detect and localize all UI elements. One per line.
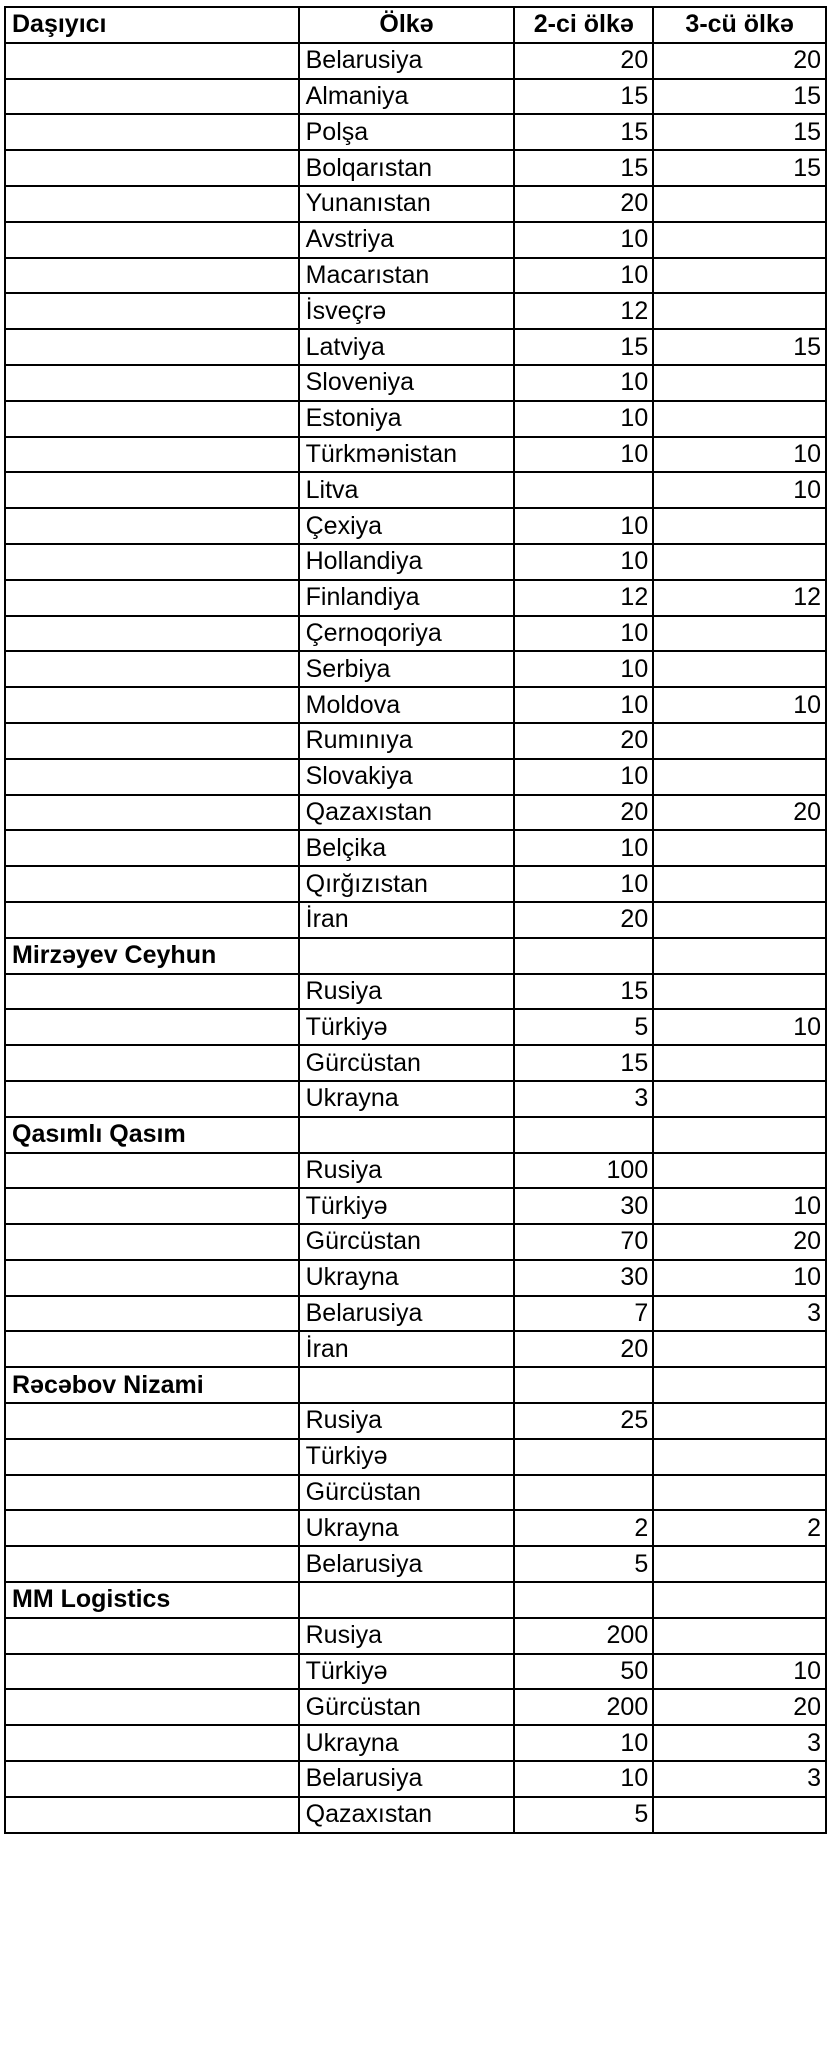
country-cell: Finlandiya (299, 580, 515, 616)
country-cell: Belarusiya (299, 43, 515, 79)
third-country-value: 20 (653, 43, 826, 79)
second-country-value: 25 (514, 1403, 653, 1439)
country-cell: İran (299, 1331, 515, 1367)
carrier-cell (5, 1618, 299, 1654)
carrier-cell (5, 508, 299, 544)
carrier-cell (5, 651, 299, 687)
table-row (5, 1439, 826, 1475)
second-country-value: 10 (514, 616, 653, 652)
carrier-cell (5, 79, 299, 115)
third-country-value: 10 (653, 437, 826, 473)
second-country-value (514, 1367, 653, 1403)
second-country-value: 15 (514, 974, 653, 1010)
country-cell: Macarıstan (299, 258, 515, 294)
second-country-value: 20 (514, 186, 653, 222)
table-row (5, 830, 826, 866)
third-country-value (653, 1546, 826, 1582)
country-cell (299, 938, 515, 974)
third-country-value: 3 (653, 1725, 826, 1761)
carrier-cell (5, 795, 299, 831)
third-country-value (653, 1403, 826, 1439)
table-row (5, 258, 826, 294)
carrier-group-row (5, 938, 826, 974)
carrier-cell (5, 1331, 299, 1367)
third-country-value: 3 (653, 1296, 826, 1332)
table-row (5, 437, 826, 473)
carrier-country-table (4, 6, 827, 1834)
table-row (5, 1009, 826, 1045)
table-row (5, 114, 826, 150)
third-country-value (653, 902, 826, 938)
country-cell: Çexiya (299, 508, 515, 544)
third-country-value: 10 (653, 1260, 826, 1296)
table-row (5, 1689, 826, 1725)
carrier-cell: Mirzəyev Ceyhun (5, 938, 299, 974)
second-country-value (514, 938, 653, 974)
header-country: Ölkə (299, 7, 515, 43)
second-country-value: 2 (514, 1510, 653, 1546)
carrier-cell (5, 1510, 299, 1546)
second-country-value: 20 (514, 1331, 653, 1367)
carrier-cell (5, 616, 299, 652)
country-cell: Bolqarıstan (299, 150, 515, 186)
third-country-value (653, 1331, 826, 1367)
country-cell: Ukrayna (299, 1081, 515, 1117)
third-country-value: 10 (653, 687, 826, 723)
table-row (5, 616, 826, 652)
table-row (5, 1331, 826, 1367)
country-cell: Litva (299, 472, 515, 508)
third-country-value (653, 1439, 826, 1475)
carrier-cell (5, 902, 299, 938)
third-country-value (653, 830, 826, 866)
country-cell: Almaniya (299, 79, 515, 115)
second-country-value: 12 (514, 293, 653, 329)
second-country-value: 100 (514, 1153, 653, 1189)
country-cell: Türkiyə (299, 1009, 515, 1045)
country-cell (299, 1117, 515, 1153)
table-row (5, 508, 826, 544)
second-country-value (514, 1475, 653, 1511)
third-country-value (653, 1618, 826, 1654)
table-row (5, 1045, 826, 1081)
country-cell: Türkiyə (299, 1439, 515, 1475)
third-country-value (653, 258, 826, 294)
third-country-value: 10 (653, 1009, 826, 1045)
second-country-value: 10 (514, 222, 653, 258)
country-cell: Gürcüstan (299, 1224, 515, 1260)
country-cell: Belarusiya (299, 1546, 515, 1582)
country-cell: Belarusiya (299, 1296, 515, 1332)
second-country-value: 20 (514, 723, 653, 759)
third-country-value (653, 1117, 826, 1153)
table-row (5, 866, 826, 902)
country-cell: Ukrayna (299, 1260, 515, 1296)
country-cell: Serbiya (299, 651, 515, 687)
second-country-value (514, 1582, 653, 1618)
table-header (5, 7, 826, 43)
carrier-cell (5, 1045, 299, 1081)
country-cell (299, 1367, 515, 1403)
carrier-cell: Qasımlı Qasım (5, 1117, 299, 1153)
country-cell: Çernoqoriya (299, 616, 515, 652)
carrier-cell (5, 687, 299, 723)
third-country-value: 20 (653, 1689, 826, 1725)
country-cell: Rusiya (299, 1153, 515, 1189)
country-cell: Rumınıya (299, 723, 515, 759)
table-row (5, 1618, 826, 1654)
country-cell: Ukrayna (299, 1725, 515, 1761)
third-country-value: 12 (653, 580, 826, 616)
third-country-value (653, 938, 826, 974)
carrier-cell (5, 258, 299, 294)
carrier-cell (5, 1260, 299, 1296)
second-country-value: 10 (514, 508, 653, 544)
third-country-value (653, 866, 826, 902)
third-country-value: 10 (653, 472, 826, 508)
second-country-value: 10 (514, 1725, 653, 1761)
carrier-cell (5, 222, 299, 258)
country-cell: Qazaxıstan (299, 795, 515, 831)
second-country-value: 10 (514, 759, 653, 795)
carrier-cell (5, 472, 299, 508)
carrier-cell (5, 1689, 299, 1725)
carrier-cell (5, 186, 299, 222)
third-country-value (653, 651, 826, 687)
carrier-cell (5, 114, 299, 150)
second-country-value: 70 (514, 1224, 653, 1260)
country-cell: Türkmənistan (299, 437, 515, 473)
second-country-value: 10 (514, 437, 653, 473)
second-country-value: 10 (514, 258, 653, 294)
header-second-country: 2-ci ölkə (514, 7, 653, 43)
carrier-cell (5, 1761, 299, 1797)
carrier-cell (5, 580, 299, 616)
third-country-value (653, 759, 826, 795)
third-country-value (653, 222, 826, 258)
country-cell: Rusiya (299, 1403, 515, 1439)
table-row (5, 974, 826, 1010)
second-country-value: 15 (514, 329, 653, 365)
second-country-value: 15 (514, 79, 653, 115)
second-country-value: 15 (514, 1045, 653, 1081)
second-country-value: 12 (514, 580, 653, 616)
header-row (5, 7, 826, 43)
second-country-value: 10 (514, 401, 653, 437)
table-row (5, 1260, 826, 1296)
country-cell: Qırğızıstan (299, 866, 515, 902)
country-cell: Moldova (299, 687, 515, 723)
table-row (5, 472, 826, 508)
table-row (5, 1224, 826, 1260)
third-country-value: 10 (653, 1188, 826, 1224)
third-country-value (653, 186, 826, 222)
carrier-cell (5, 759, 299, 795)
country-cell: Qazaxıstan (299, 1797, 515, 1833)
carrier-cell: MM Logistics (5, 1582, 299, 1618)
second-country-value: 5 (514, 1546, 653, 1582)
country-cell: Avstriya (299, 222, 515, 258)
table-row (5, 1510, 826, 1546)
carrier-cell (5, 1654, 299, 1690)
table-row (5, 329, 826, 365)
third-country-value: 15 (653, 114, 826, 150)
country-cell: Estoniya (299, 401, 515, 437)
country-cell: Rusiya (299, 974, 515, 1010)
second-country-value: 20 (514, 795, 653, 831)
table-row (5, 79, 826, 115)
table-row (5, 1546, 826, 1582)
second-country-value: 10 (514, 830, 653, 866)
third-country-value: 20 (653, 1224, 826, 1260)
carrier-cell (5, 723, 299, 759)
table-row (5, 222, 826, 258)
table-row (5, 186, 826, 222)
carrier-cell (5, 1188, 299, 1224)
table-row (5, 1403, 826, 1439)
table-row (5, 687, 826, 723)
table-row (5, 1761, 826, 1797)
carrier-cell (5, 1797, 299, 1833)
second-country-value: 15 (514, 114, 653, 150)
second-country-value: 200 (514, 1618, 653, 1654)
carrier-cell (5, 365, 299, 401)
country-cell (299, 1582, 515, 1618)
table-row (5, 43, 826, 79)
country-cell: Belarusiya (299, 1761, 515, 1797)
country-cell: Türkiyə (299, 1188, 515, 1224)
second-country-value: 3 (514, 1081, 653, 1117)
third-country-value: 15 (653, 150, 826, 186)
carrier-cell (5, 1296, 299, 1332)
carrier-group-row (5, 1582, 826, 1618)
second-country-value: 10 (514, 651, 653, 687)
third-country-value: 10 (653, 1654, 826, 1690)
carrier-cell (5, 437, 299, 473)
table-row (5, 1654, 826, 1690)
table-row (5, 1725, 826, 1761)
carrier-cell (5, 1224, 299, 1260)
table-body (5, 43, 826, 1833)
second-country-value: 15 (514, 150, 653, 186)
table-row (5, 150, 826, 186)
third-country-value (653, 1367, 826, 1403)
table-row (5, 293, 826, 329)
table-row (5, 365, 826, 401)
table-row (5, 795, 826, 831)
country-cell: Hollandiya (299, 544, 515, 580)
carrier-group-row (5, 1367, 826, 1403)
carrier-cell (5, 401, 299, 437)
third-country-value (653, 1153, 826, 1189)
country-cell: Ukrayna (299, 1510, 515, 1546)
third-country-value (653, 1797, 826, 1833)
carrier-cell (5, 43, 299, 79)
carrier-cell (5, 293, 299, 329)
second-country-value: 200 (514, 1689, 653, 1725)
third-country-value (653, 1475, 826, 1511)
table-row (5, 1797, 826, 1833)
second-country-value: 5 (514, 1009, 653, 1045)
table-row (5, 1296, 826, 1332)
carrier-cell (5, 150, 299, 186)
carrier-cell (5, 974, 299, 1010)
carrier-cell (5, 830, 299, 866)
table-row (5, 1475, 826, 1511)
third-country-value (653, 401, 826, 437)
third-country-value (653, 974, 826, 1010)
second-country-value: 30 (514, 1188, 653, 1224)
carrier-cell (5, 1403, 299, 1439)
second-country-value: 50 (514, 1654, 653, 1690)
table-row (5, 580, 826, 616)
header-third-country: 3-cü ölkə (653, 7, 826, 43)
third-country-value: 20 (653, 795, 826, 831)
carrier-cell (5, 544, 299, 580)
third-country-value: 2 (653, 1510, 826, 1546)
country-cell: Sloveniya (299, 365, 515, 401)
table-row (5, 401, 826, 437)
third-country-value (653, 544, 826, 580)
third-country-value: 15 (653, 329, 826, 365)
second-country-value: 10 (514, 365, 653, 401)
country-cell: Rusiya (299, 1618, 515, 1654)
country-cell: Slovakiya (299, 759, 515, 795)
third-country-value (653, 616, 826, 652)
second-country-value: 10 (514, 687, 653, 723)
header-carrier: Daşıyıcı (5, 7, 299, 43)
second-country-value: 20 (514, 43, 653, 79)
second-country-value: 10 (514, 1761, 653, 1797)
third-country-value (653, 365, 826, 401)
third-country-value (653, 723, 826, 759)
country-cell: Latviya (299, 329, 515, 365)
carrier-cell (5, 329, 299, 365)
table-row (5, 1188, 826, 1224)
carrier-cell (5, 1439, 299, 1475)
second-country-value: 30 (514, 1260, 653, 1296)
carrier-cell: Rəcəbov Nizami (5, 1367, 299, 1403)
third-country-value: 15 (653, 79, 826, 115)
table-row (5, 651, 826, 687)
third-country-value (653, 1582, 826, 1618)
carrier-group-row (5, 1117, 826, 1153)
table-row (5, 723, 826, 759)
second-country-value: 7 (514, 1296, 653, 1332)
second-country-value (514, 472, 653, 508)
country-cell: Polşa (299, 114, 515, 150)
table-row (5, 759, 826, 795)
third-country-value: 3 (653, 1761, 826, 1797)
carrier-cell (5, 1725, 299, 1761)
country-cell: Gürcüstan (299, 1045, 515, 1081)
third-country-value (653, 293, 826, 329)
country-cell: Yunanıstan (299, 186, 515, 222)
table-row (5, 902, 826, 938)
country-cell: Gürcüstan (299, 1475, 515, 1511)
second-country-value (514, 1439, 653, 1475)
second-country-value: 10 (514, 866, 653, 902)
second-country-value (514, 1117, 653, 1153)
table-row (5, 544, 826, 580)
second-country-value: 20 (514, 902, 653, 938)
country-cell: İran (299, 902, 515, 938)
third-country-value (653, 508, 826, 544)
table-row (5, 1081, 826, 1117)
carrier-cell (5, 1153, 299, 1189)
carrier-cell (5, 1546, 299, 1582)
third-country-value (653, 1081, 826, 1117)
table-row (5, 1153, 826, 1189)
third-country-value (653, 1045, 826, 1081)
second-country-value: 5 (514, 1797, 653, 1833)
carrier-cell (5, 1009, 299, 1045)
country-cell: Belçika (299, 830, 515, 866)
second-country-value: 10 (514, 544, 653, 580)
carrier-cell (5, 1475, 299, 1511)
carrier-cell (5, 1081, 299, 1117)
country-cell: İsveçrə (299, 293, 515, 329)
country-cell: Gürcüstan (299, 1689, 515, 1725)
carrier-cell (5, 866, 299, 902)
country-cell: Türkiyə (299, 1654, 515, 1690)
